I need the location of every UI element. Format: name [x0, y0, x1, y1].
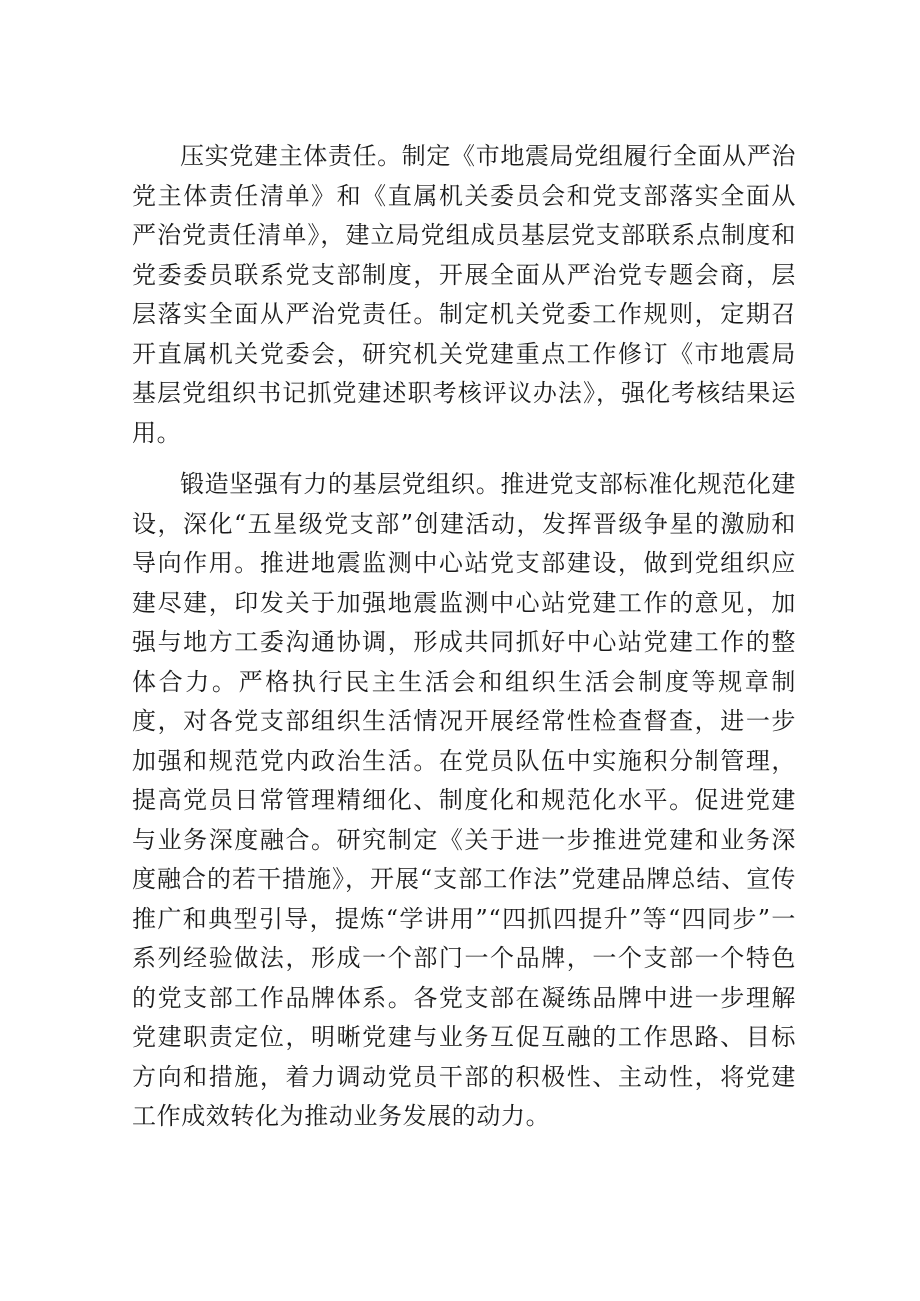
paragraph-grassroots-party-organization: 锻造坚强有力的基层党组织。推进党支部标准化规范化建设，深化“五星级党支部”创建活动，发挥晋级争星的激励和导向作用。推进地震监测中心站党支部建设，做到党组织应建尽建，印发关于加强地震监测中心站党建工作的意见，加强与地方工委沟通协调，形成共同抓好中心站党建工作的整体合力。严格执行民主生活会和组织生活会制度等规章制度，对各党支部组织生活情况开展经常性检查督查，进一步加强和规范党内政治生活。在党员队伍中实施积分制管理，提高党员日常管理精细化、制度化和规范化水平。促进党建与业务深度融合。研究制定《关于进一步推进党建和业务深度融合的若干措施》，开展“支部工作法”党建品牌总结、宣传推广和典型引导，提炼“学讲用”“四抓四提升”等“四同步”一系列经验做法，形成一个部门一个品牌，一个支部一个特色的党支部工作品牌体系。各党支部在凝练品牌中进一步理解党建职责定位，明晰党建与业务互促互融的工作思路、目标方向和措施，着力调动党员干部的积极性、主动性，将党建工作成效转化为推动业务发展的动力。 — [132, 470, 796, 1130]
document-body — [132, 137, 796, 1149]
paragraph-party-building-responsibility: 压实党建主体责任。制定《市地震局党组履行全面从严治党主体责任清单》和《直属机关委员会和党支部落实全面从严治党责任清单》，建立局党组成员基层党支部联系点制度和党委委员联系党支部制度，开展全面从严治党专题会商，层层落实全面从严治党责任。制定机关党委工作规则，定期召开直属机关党委会，研究机关党建重点工作修订《市地震局基层党组织书记抓党建述职考核评议办法》，强化考核结果运用。 — [132, 142, 796, 447]
